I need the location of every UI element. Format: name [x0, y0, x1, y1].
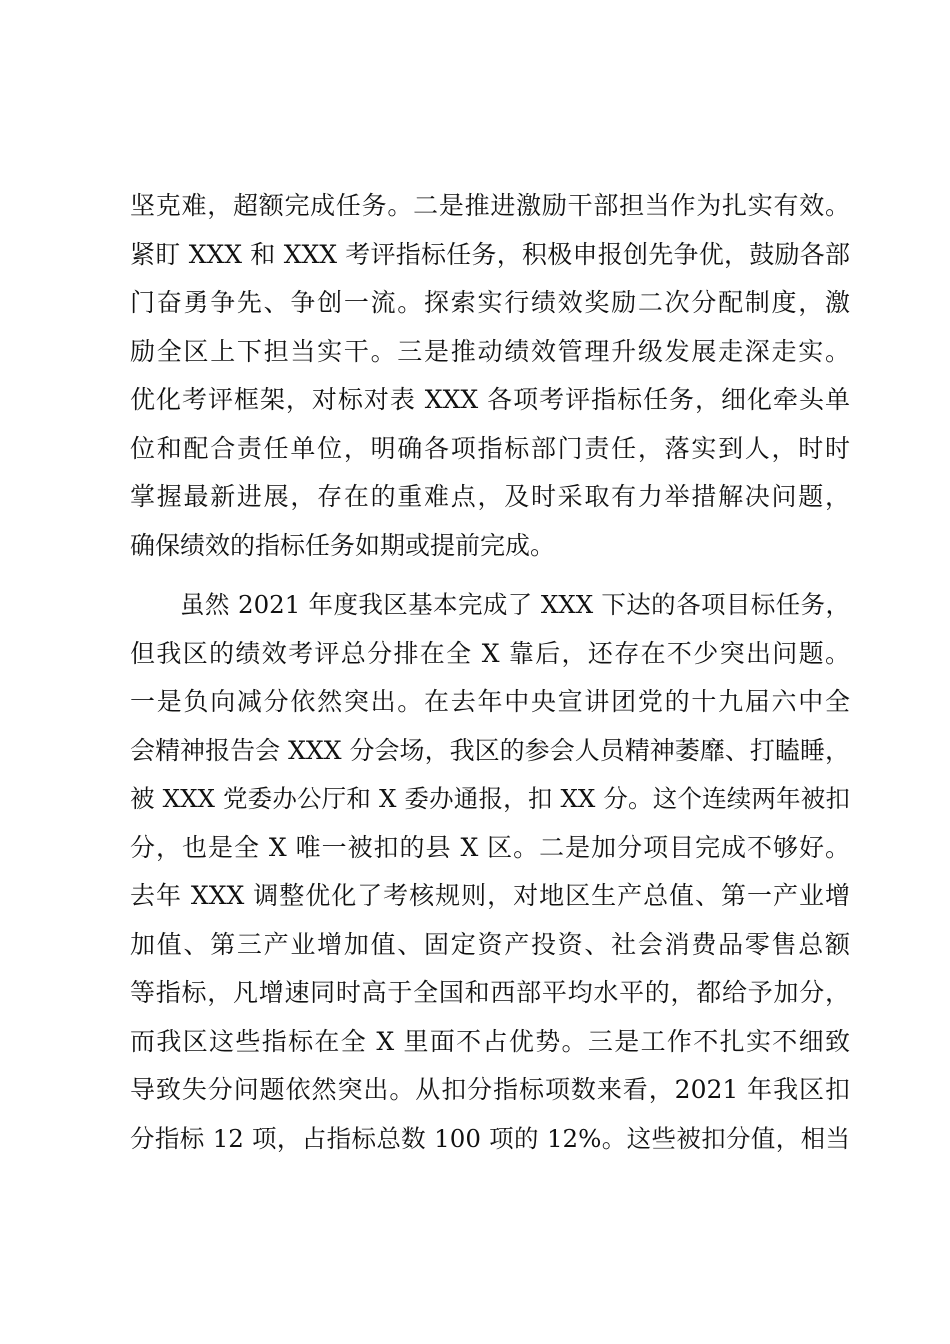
text-line: 确保绩效的指标任务如期或提前完成。	[130, 530, 556, 560]
text-line: 等指标，凡增速同时高于全国和西部平均水平的，都给予加分，	[130, 978, 850, 1007]
text-line: 优化考评框架，对标对表 XXX 各项考评指标任务，细化牵头单	[130, 385, 850, 414]
paragraph-2	[130, 581, 850, 1163]
text-line: 但我区的绩效考评总分排在全 X 靠后，还存在不少突出问题。	[130, 638, 850, 668]
text-line: 分，也是全 X 唯一被扣的县 X 区。二是加分项目完成不够好。	[130, 832, 850, 862]
text-line: 紧盯 XXX 和 XXX 考评指标任务，积极申报创先争优，鼓励各部	[130, 239, 850, 269]
text-line: 位和配合责任单位，明确各项指标部门责任，落实到人，时时	[130, 433, 850, 463]
text-line: 一是负向减分依然突出。在去年中央宣讲团党的十九届六中全	[130, 687, 850, 716]
text-line: 而我区这些指标在全 X 里面不占优势。三是工作不扎实不细致	[130, 1026, 850, 1056]
text-line: 被 XXX 党委办公厅和 X 委办通报，扣 XX 分。这个连续两年被扣	[130, 784, 850, 813]
text-line: 分指标 12 项，占指标总数 100 项的 12%。这些被扣分值，相当	[130, 1123, 850, 1153]
text-line: 加值、第三产业增加值、固定资产投资、社会消费品零售总额	[130, 929, 850, 959]
text-line: 去年 XXX 调整优化了考核规则，对地区生产总值、第一产业增	[130, 881, 850, 910]
text-line: 虽然 2021 年度我区基本完成了 XXX 下达的各项目标任务，	[180, 590, 850, 619]
text-line: 会精神报告会 XXX 分会场，我区的参会人员精神萎靡、打瞌睡，	[130, 735, 850, 765]
paragraph-1	[130, 182, 850, 570]
text-line: 励全区上下担当实干。三是推动绩效管理升级发展走深走实。	[130, 336, 850, 366]
text-line: 门奋勇争先、争创一流。探索实行绩效奖励二次分配制度，激	[130, 288, 850, 317]
text-line: 导致失分问题依然突出。从扣分指标项数来看，2021 年我区扣	[130, 1075, 850, 1104]
text-line: 坚克难，超额完成任务。二是推进激励干部担当作为扎实有效。	[130, 191, 850, 220]
text-line: 掌握最新进展，存在的重难点，及时采取有力举措解决问题，	[130, 482, 850, 511]
